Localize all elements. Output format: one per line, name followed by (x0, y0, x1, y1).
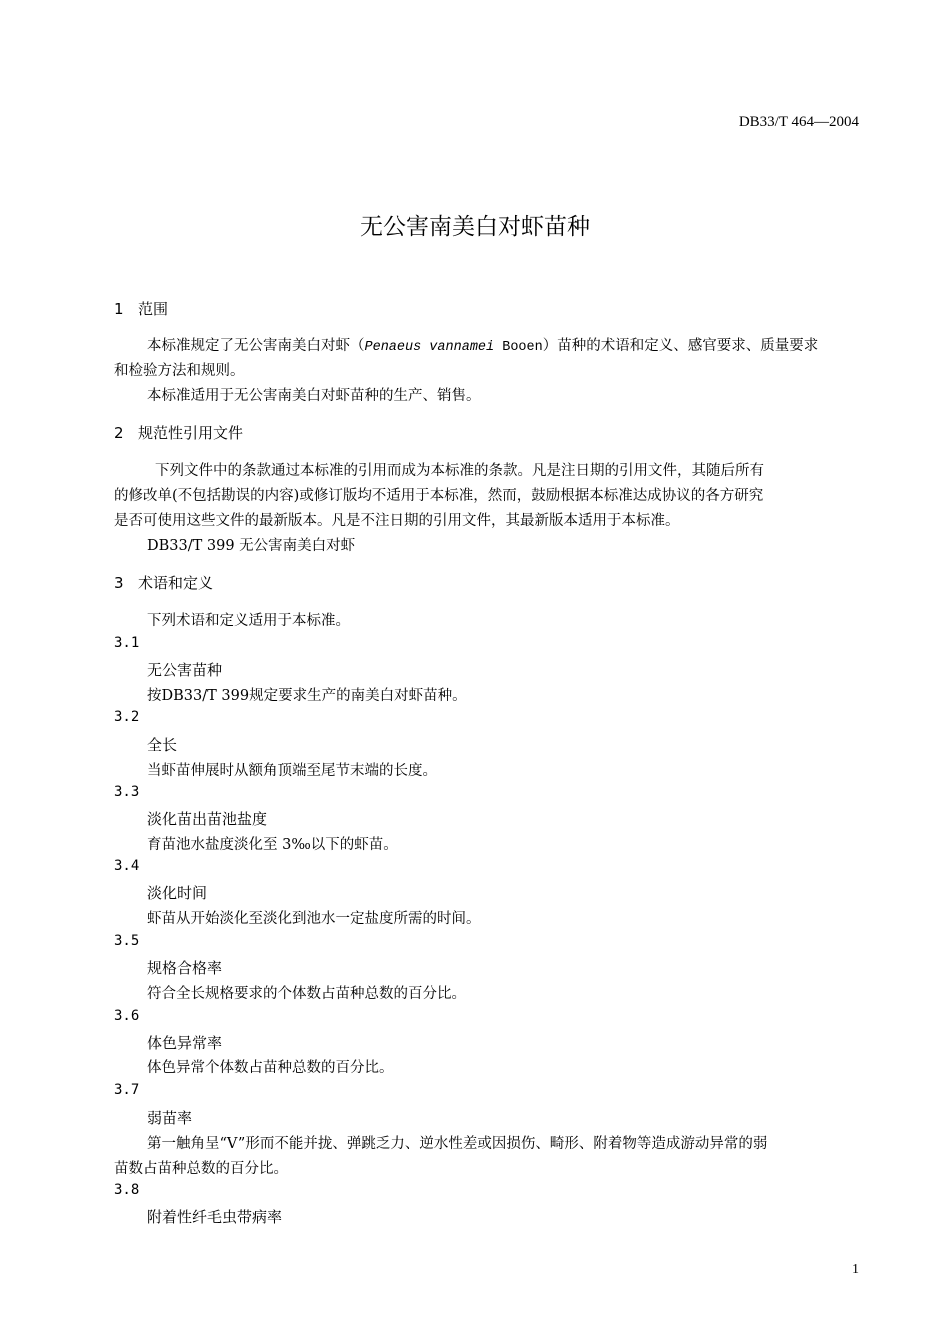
definition-3-6: 体色异常个体数占苗种总数的百分比。 (147, 1060, 394, 1076)
term-3-4: 淡化时间 (147, 884, 208, 902)
term-number-3-7: 3.7 (114, 1082, 140, 1098)
definition-3-7-line-1: 第一触角呈“V”形而不能并拢、弹跳乏力、逆水性差或因损伤、畸形、附着物等造成游动异常的弱 (147, 1136, 768, 1152)
term-3-1: 无公害苗种 (147, 661, 223, 679)
term-number-3-4: 3.4 (114, 858, 140, 874)
latin-name: Penaeus vannamei (364, 340, 495, 355)
section-title: 规范性引用文件 (138, 424, 244, 442)
term-3-7: 弱苗率 (147, 1109, 193, 1127)
text-run: ）苗种的术语和定义、感官要求、质量要求 (542, 338, 819, 354)
term-number-3-3: 3.3 (114, 784, 140, 800)
term-3-5: 规格合格率 (147, 959, 223, 977)
section-title: 术语和定义 (138, 574, 214, 592)
s2-reference: DB33/T 399 无公害南美白对虾 (147, 538, 356, 554)
author-name: Booen (494, 340, 543, 355)
text-run: 本标准规定了无公害南美白对虾（ (147, 338, 365, 354)
section-title: 范围 (138, 300, 169, 318)
standard-code: DB33/T 464—2004 (738, 114, 859, 130)
section-3-heading (114, 572, 213, 593)
s2-paragraph-line-2: 的修改单(不包括勘误的内容)或修订版均不适用于本标准，然而，鼓励根据本标准达成协议的各方研究 (114, 488, 764, 504)
definition-3-5: 符合全长规格要求的个体数占苗种总数的百分比。 (147, 986, 466, 1002)
s3-intro: 下列术语和定义适用于本标准。 (147, 613, 350, 629)
definition-3-4: 虾苗从开始淡化至淡化到池水一定盐度所需的时间。 (147, 911, 481, 927)
s1-paragraph-1-line-2: 和检验方法和规则。 (114, 363, 245, 379)
s2-paragraph-line-3: 是否可使用这些文件的最新版本。凡是不注日期的引用文件，其最新版本适用于本标准。 (114, 513, 680, 529)
section-number: 2 (114, 424, 124, 442)
section-number: 1 (114, 300, 124, 318)
section-1-heading (114, 298, 168, 319)
term-3-3: 淡化苗出苗池盐度 (147, 810, 268, 828)
s2-paragraph-line-1: 下列文件中的条款通过本标准的引用而成为本标准的条款。凡是注日期的引用文件，其随后所有 (155, 463, 764, 479)
s1-paragraph-1-line-1 (147, 334, 818, 355)
definition-3-2: 当虾苗伸展时从额角顶端至尾节末端的长度。 (147, 763, 437, 779)
section-2-heading (114, 422, 243, 443)
page-number: 1 (852, 1262, 859, 1277)
definition-3-1: 按DB33/T 399规定要求生产的南美白对虾苗种。 (147, 688, 467, 704)
s1-paragraph-2: 本标准适用于无公害南美白对虾苗种的生产、销售。 (147, 388, 481, 404)
document-title: 无公害南美白对虾苗种 (360, 214, 590, 240)
term-number-3-2: 3.2 (114, 709, 140, 725)
term-number-3-5: 3.5 (114, 933, 140, 949)
term-number-3-1: 3.1 (114, 635, 140, 651)
term-3-2: 全长 (147, 736, 178, 754)
term-3-8: 附着性纤毛虫带病率 (147, 1208, 283, 1226)
term-number-3-6: 3.6 (114, 1008, 140, 1024)
term-number-3-8: 3.8 (114, 1182, 140, 1198)
section-number: 3 (114, 574, 124, 592)
definition-3-7-line-2: 苗数占苗种总数的百分比。 (114, 1161, 288, 1177)
term-3-6: 体色异常率 (147, 1034, 223, 1052)
definition-3-3: 育苗池水盐度淡化至 3‰以下的虾苗。 (147, 837, 398, 853)
